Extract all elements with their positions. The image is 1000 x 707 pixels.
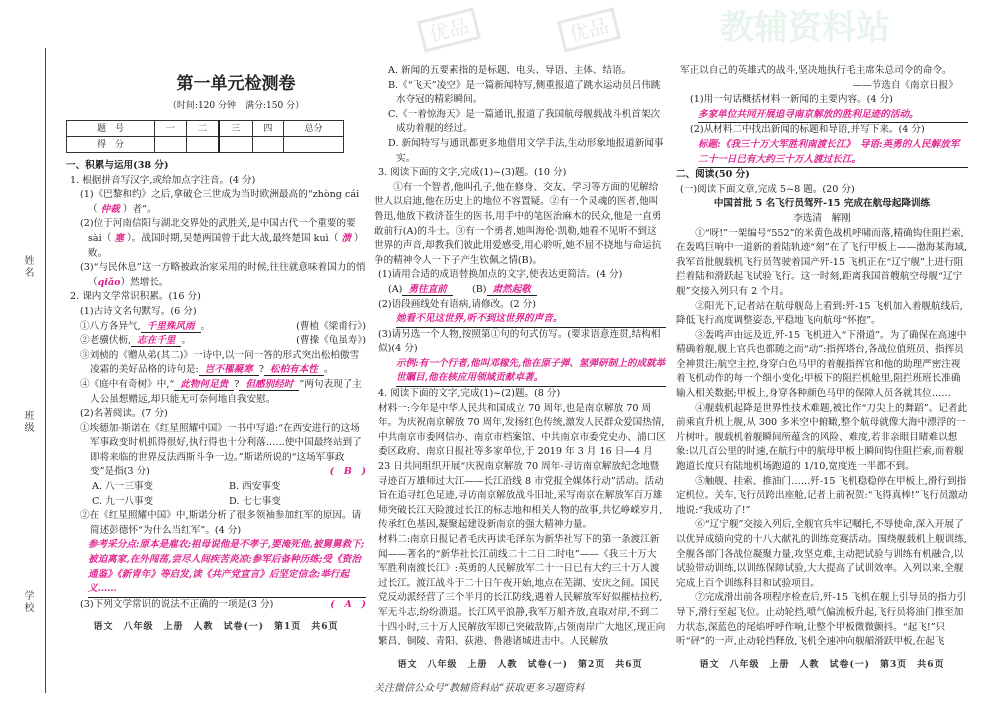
page-footer: 语文 八年级 上册 人教 试卷(一) 第2页 共6页	[397, 659, 643, 670]
answer-line[interactable]	[396, 357, 666, 387]
text-segment: ③刘桢的《赠从弟(其二)》一诗中,以一问一答的形式突出松柏傲雪凌霜的美好品格的诗句是:	[80, 349, 360, 376]
score-header: 三	[219, 121, 252, 137]
score-header: 四	[252, 121, 283, 137]
question-text	[684, 123, 968, 138]
question-text	[74, 598, 366, 613]
text-segment: ）者”。	[119, 203, 157, 215]
answer-text: 勇往直前	[402, 284, 452, 296]
text-segment: ①八方各异气,	[80, 320, 141, 332]
text-segment: B.《“飞天”凌空》是一篇新闻特写,侧重报道了跳水运动员吕伟跳水夺冠的精彩瞬间。	[388, 79, 661, 106]
question-text	[66, 509, 366, 538]
answer-line[interactable]	[698, 138, 968, 168]
answer-text: 松柏有本性	[264, 364, 324, 376]
class-label: 班级	[22, 410, 33, 434]
text-segment: (3)下列文学常识的说法不正确的一项是(3 分)	[80, 598, 274, 610]
text-segment: 二、阅读(50 分)	[676, 169, 750, 181]
choice-options	[66, 480, 366, 509]
answer-text: qiǎo	[97, 276, 121, 288]
answer-text: 肃然起敬	[487, 284, 537, 296]
question-text	[74, 188, 366, 217]
text-segment: 她看不见这世界,听不到这世界的声音。	[396, 313, 563, 325]
question-text	[74, 217, 366, 261]
question-text	[66, 378, 366, 407]
answer-text: 塞	[114, 232, 124, 244]
answer-text: 志在千里	[131, 335, 181, 347]
answer-text: 仲裁	[100, 203, 120, 215]
text-segment: ”两句表现了主人公虽想赠远,却只能无可奈何地自我安慰。	[90, 378, 362, 405]
text-segment: A. 新闻的五要素指的是标题、电头、导语、主体、结语。	[388, 65, 632, 76]
question-text	[382, 64, 666, 79]
question-text	[382, 283, 666, 298]
exam-time-info: （时间:120 分钟 满分:150 分）	[167, 101, 305, 111]
question-text	[676, 227, 968, 300]
choice-option[interactable]: C. 九一八事变	[92, 495, 154, 507]
question-text	[374, 268, 666, 283]
text-segment: (1)《巴黎和约》之后,拿破仑三世成为当时欧洲最高的“zhòng cái（	[80, 189, 360, 215]
answer-text: 岂不罹凝寒	[199, 364, 259, 376]
text-segment: 1. 根据拼音写汉字,或给加点字注音。(4 分)	[70, 174, 256, 186]
text-segment: 参考采分点:原本是雇农;祖母说他是不孝子,要淹死他,被舅舅救下;被迫离家,在外闯荡,尝尽人间疾苦炎凉;参军后备种历练;受《资治通鉴》《新青年》等启发,读《共产党宣言》后坚定信念;举行起义……	[88, 539, 365, 595]
question-text	[676, 197, 968, 212]
choice-option[interactable]: B. 西安事变	[229, 481, 281, 493]
text-segment: 。	[323, 364, 334, 376]
text-segment: (曹植《梁甫行》)	[296, 320, 366, 332]
text-segment: (2)从材料二中找出新闻的标题和导语,并写下来。(4 分)	[690, 124, 925, 136]
text-segment: 。	[181, 335, 191, 347]
text-segment: (A)	[388, 283, 403, 295]
text-segment: 一、积累与运用(38 分)	[66, 160, 169, 171]
choice-option[interactable]: D. 七七事变	[229, 495, 281, 507]
page-footer: 语文 八年级 上册 人教 试卷(一) 第1页 共6页	[93, 622, 339, 633]
answer-line[interactable]	[698, 108, 968, 124]
name-label: 姓名	[22, 255, 33, 279]
text-segment: ②老骥伏枥,	[80, 335, 132, 347]
question-text	[66, 290, 366, 305]
score-header: 二	[186, 121, 219, 137]
text-segment: (2)名著阅读。(7 分)	[80, 408, 168, 420]
text-segment: ⑤触舰、挂索、推油门……歼-15 飞机稳稳停在甲板上,滑行到指定机位。关车,飞行员跨出座舱,记者上前祝贺:“飞得真棒!”飞行员激动地说:“我成功了!”	[676, 475, 968, 516]
question-text	[374, 166, 666, 181]
text-segment: ③轰鸣声由远及近,歼-15 飞机进入“下滑道”。为了确保在高速中精确着舰,舰上官兵也都随之而“动”:指挥塔台,各战位值班员、指挥员全神贯注;航空主控,身穿白色马甲的着舰指挥官和他的助理严密注视着飞机动作的每一个细小变化;甲板下的阻拦机舱里,阻拦班班长准确输入相关数据;甲板上,身穿各种颜色马甲的保障人员各就其位……	[676, 329, 967, 400]
question-text	[74, 261, 366, 290]
text-segment: ?	[234, 378, 240, 390]
text-segment: ②在《红星照耀中国》中,斯诺分析了很多领袖参加红军的原因。请简述彭德怀“为什么当红军”。(4 分)	[80, 510, 362, 536]
text-segment: 2. 课内文学常识积累。(16 分)	[70, 291, 201, 303]
answer-line[interactable]	[88, 538, 366, 597]
question-text	[676, 183, 968, 198]
question-text	[374, 387, 666, 402]
page-2-content	[374, 64, 666, 650]
text-segment: D. 新闻特写与通讯都更多地借用文学手法,生动形象地报道新闻事实。	[388, 137, 664, 164]
text-segment: ）败。	[88, 232, 364, 259]
question-text	[66, 174, 366, 189]
text-segment: ——节选自《南京日报》	[852, 79, 958, 91]
section-heading	[66, 159, 366, 174]
text-segment: (1)请用合适的成语替换加点的文字,使表达更简洁。(4 分)	[378, 269, 623, 281]
text-segment: (2)位于河南信阳与湖北交界处的武胜关,是中国古代一个重要的要 sài（	[80, 218, 356, 244]
answer-text: ( B )	[329, 466, 366, 478]
watermark-stamp: 优品	[557, 7, 621, 52]
text-segment: ②阳光下,记者站在航母舰岛上看到:歼-15 飞机加入着舰航线后,降低飞行高度调整姿态,平稳地飞向航母“怀抱”。	[676, 300, 963, 327]
text-segment: 4. 阅读下面的文字,完成(1)~(2)题。(8 分)	[378, 388, 561, 400]
text-segment: ）然增长。	[120, 276, 169, 288]
page-footer: 语文 八年级 上册 人教 试卷(一) 第3页 共6页	[699, 659, 945, 670]
question-text	[374, 533, 666, 650]
score-table	[66, 120, 344, 153]
question-text	[684, 93, 968, 108]
answer-text: 此物何足贵	[174, 379, 234, 391]
answer-text: 但感别经时	[239, 379, 299, 391]
text-segment: ④舰载机起降是世界性技术难题,被比作“刀尖上的舞蹈”。记者此前乘直升机上舰,从 300 多米空中俯瞰,整个航母就像大海中漂浮的一片树叶。舰载机着舰瞬间所蕴含的风险、难度,若非亲眼目睹难以想象:以几百公里的时速,在航行中的航母甲板上瞬间钩住阻拦索,而着舰跑道长度只有陆地机场跑道的 1/10,宽度连一半都不到。	[676, 402, 968, 473]
answer-line[interactable]	[396, 312, 666, 328]
page-2-column	[374, 64, 666, 696]
question-text	[382, 79, 666, 108]
question-text	[676, 212, 968, 227]
question-text	[66, 334, 366, 349]
question-text	[66, 422, 366, 480]
question-text	[74, 305, 366, 320]
text-segment: ①“呀!”一架编号“552”的米黄色战机呼啸而落,精确钩住阻拦索,在轰鸣巨响中一道新的着陆轨迹“刻”在了飞行甲板上——渤海某海域,我军首批舰载机飞行员驾驶着国产歼-15 飞机正在“辽宁舰”上进行阻拦着陆和滑跃起飞试验飞行。这一时刻,距离我国首艘航空母舰“辽宁舰”交接入列只有 2 个月。	[676, 227, 968, 297]
question-text	[382, 108, 666, 137]
question-text	[66, 349, 366, 378]
page-1-content	[66, 159, 366, 612]
text-segment: C.《一着惊海天》是一篇通讯,报道了我国航母舰载战斗机首架次成功着舰的经过。	[388, 108, 661, 135]
question-text	[74, 407, 366, 422]
text-segment: (2)语段画线处有语病,请修改。(2 分)	[378, 298, 536, 310]
text-segment: ）。战国时期,吴楚两国曾于此大战,最终楚国 kuì（	[123, 232, 342, 244]
score-cell[interactable]	[155, 137, 186, 153]
text-segment: ④《庭中有奇树》中,“	[80, 378, 175, 390]
score-header: 一	[155, 121, 186, 137]
binding-line	[45, 48, 46, 693]
text-segment: (B)	[452, 283, 487, 295]
text-segment: ⑦完成滑出前各项程序检查后,歼-15 飞机在舰上引导员的指力引导下,滑行至起飞位。止动轮挡,喷气偏流板升起,飞行员将油门推至加力状态,深蓝色的尾焰呼呼作响,让整个甲板微微颤抖。“起飞!”只听“砰”的一声,止动轮挡释放,飞机全速冲向舰艏滑跃甲板,在起飞	[676, 592, 967, 648]
text-segment: 材料二:南京日报记者毛庆再读毛泽东为新华社写下的第一条渡江新闻——著名的“新华社长江前线二十二日二时电”——《我三十万大军胜利南渡长江》:英勇的人民解放军二十一日已有大约三十万人渡过长江。渡江战斗于二十日午夜开始,地点在芜湖、安庆之间。国民党反动派经营了三个半月的长江防线,遇着人民解放军好似摧枯拉朽,军无斗志,纷纷溃退。长江风平浪静,我军万船齐放,直取对岸,不到二十四小时,三十万人民解放军即已突破敌阵,占领南岸广大地区,现正向繁昌、铜陵、青阳、荻港、鲁港诸城进击中。人民解放	[378, 534, 666, 648]
question-text	[382, 137, 666, 166]
question-text	[374, 181, 666, 269]
question-text	[676, 64, 968, 79]
page-title: 第一单元检测卷	[176, 74, 296, 94]
text-segment: 李选清 解刚	[793, 212, 851, 224]
question-text	[676, 300, 968, 329]
page-3-column	[676, 64, 968, 672]
text-segment: 材料一:今年是中华人民共和国成立 70 周年,也是南京解放 70 周年。为庆祝南京解放 70 周年,发扬红色传统,激发人民群众爱国热情,中共南京市委网信办、南京市档案馆、中共南京市委党史办、浦口区委区政府、南京日报社等多家单位,于 2019 年 3 月 16 日—4 月 23 日共同组织开展“庆祝南京解放 70 周年·寻访南京解放纪念地暨寻迹百万雄师过大江——长江沿线 8 市党报全媒体行动”活动。活动旨在追寻红色足迹,寻访南京解放战斗旧址,采写南京在解放军百万雄师突破长江天险渡过长江的标志地和相关人物的故事,共忆峥嵘岁月,传承红色基因,凝聚起建设新南京的强大精神力量。	[378, 402, 666, 531]
score-row-label: 得 分	[67, 137, 155, 153]
score-cell[interactable]	[284, 137, 344, 153]
text-segment: 中国首批 5 名飞行员驾歼-15 完成在航母起降训练	[713, 198, 931, 210]
question-text	[374, 402, 666, 533]
question-text	[676, 591, 968, 649]
text-segment: (曹操《龟虽寿》)	[296, 335, 366, 347]
text-segment: 。	[200, 320, 211, 332]
text-segment: ①有一个智者,他叫孔子,他在修身、交友、学习等方面的见解给世人以启迪,他在历史上的地位不容置疑。②有一个灵魂的医者,他叫鲁迅,他放下救济苍生的医书,用手中的笔医治麻木的民众,他是一直勇敢前行(A)的斗士。③有一个勇者,她叫海伦·凯勒,她看不见听不到这世界的声音,却教我们彼此用爱感受,用心聆听,她不屈不挠地与命运抗争的精神令人一下子产生钦佩之情(B)。	[374, 181, 662, 266]
text-segment: 3. 阅读下面的文字,完成(1)~(3)题。(10 分)	[378, 167, 567, 179]
text-segment: (1)用一句话概括材料一新闻的主要内容。(4 分)	[690, 94, 893, 106]
page-3-content	[676, 64, 968, 650]
page-1-column	[66, 70, 366, 634]
text-segment: (3)“与民休息”这一方略被政治家采用的时候,往往就意味着国力的悄（	[80, 262, 366, 288]
text-segment: ⑥“辽宁舰”交接入列后,全舰官兵牢记嘱托,不辱使命,深入开展了以优异成绩向党的十八大献礼的训练竞赛活动。围绕舰载机上舰训练,全舰各部门各战位凝聚力量,攻坚克难,主动把试验与训练有机融合,以试验带动训练,以训练保障试验,大大提高了试训效率。入列以来,全舰完成上百个训练科目和试验项目。	[676, 519, 967, 589]
text-segment: (3)请另选一个人物,按照第①句的句式仿写。(要求语意连贯,结构相似)(4 分)	[378, 328, 661, 355]
text-segment: (一)阅读下面文章,完成 5~8 题。(20 分)	[680, 183, 855, 195]
score-cell[interactable]	[219, 137, 252, 153]
school-label: 学校	[22, 590, 33, 614]
choice-option[interactable]: A. 八一三事变	[92, 481, 153, 493]
answer-text: 溃	[341, 232, 351, 244]
handwritten-note: 关注微信公众号“教辅资料站”获取更多习题资料	[374, 682, 585, 694]
text-segment: ①埃德加·斯诺在《红星照耀中国》一书中写道:“在西安进行的这场军事政变时机抓得很好,执行得也十分利落……使中国最终站到了即将来临的世界反法西斯斗争一边。”斯诺所说的“这场军事政变”是指(3 分)	[80, 422, 362, 478]
question-text	[676, 475, 968, 519]
question-text	[374, 328, 666, 357]
question-text	[676, 329, 968, 402]
question-text	[66, 320, 366, 335]
watermark-stamp: 优品	[417, 7, 481, 52]
score-header: 总分	[284, 121, 344, 137]
text-segment: 标题:《我三十万大军胜利南渡长江》 导语:英勇的人民解放军二十一日已有大约三十万人渡过长江。	[698, 138, 960, 165]
text-segment: 示例:有一个行者,他叫邓稼先,他在原子弹、氢弹研制上的成就举世瞩目,他在核应用领域贡献卓著。	[396, 357, 666, 384]
score-cell[interactable]	[252, 137, 283, 153]
watermark-site: 教辅资料站	[720, 8, 890, 48]
answer-text: ( A )	[330, 598, 366, 610]
text-segment: (1)古诗文名句默写。(6 分)	[80, 305, 197, 317]
question-text	[374, 298, 666, 313]
question-text	[676, 402, 968, 475]
text-segment: ?	[258, 364, 264, 376]
text-segment: 多家单位共同开展追寻南京解放的胜利足迹的活动。	[698, 108, 919, 120]
question-text	[676, 79, 968, 94]
question-text	[676, 518, 968, 591]
text-segment: 军正以自己的英雄式的战斗,坚决地执行毛主席朱总司令的命令。	[680, 65, 952, 76]
score-header: 题 号	[67, 121, 155, 137]
score-cell[interactable]	[186, 137, 219, 153]
answer-text: 千里殊风雨	[141, 321, 201, 333]
section-heading	[676, 168, 968, 183]
